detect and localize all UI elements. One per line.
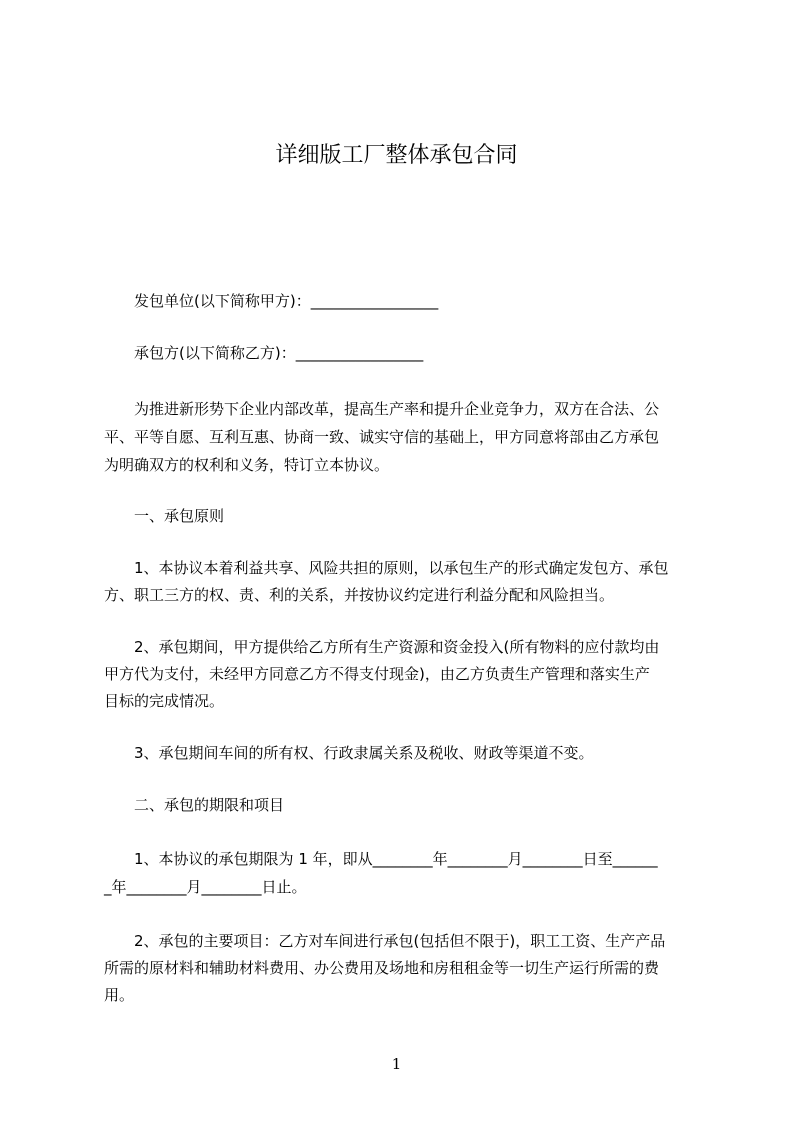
clause-2-1-line-2: _年________月________日止。 <box>104 878 307 896</box>
clause-2-1-line-1: 1、本协议的承包期限为 1 年，即从________年________月________日至______ <box>104 850 658 868</box>
clause-1-3-line-1: 3、承包期间车间的所有权、行政隶属关系及税收、财政等渠道不变。 <box>104 744 594 762</box>
clause-2-2-line-1: 2、承包的主要项目：乙方对车间进行承包(包括但不限于)，职工工资、生产产品 <box>104 932 666 950</box>
party-b-line: 承包方(以下简称乙方)：_________________ <box>104 344 424 362</box>
clause-1-2-line-3: 目标的完成情况。 <box>104 692 225 710</box>
section-heading-2: 二、承包的期限和项目 <box>104 796 285 814</box>
page-number: 1 <box>391 1055 402 1073</box>
party-a-line: 发包单位(以下简称甲方)：_________________ <box>104 292 439 310</box>
clause-2-2-line-3: 用。 <box>104 986 135 1004</box>
clause-1-2-line-1: 2、承包期间，甲方提供给乙方所有生产资源和资金投入(所有物料的应付款均由 <box>104 638 660 656</box>
intro-line-2: 平、平等自愿、互利互惠、协商一致、诚实守信的基础上，甲方同意将部由乙方承包 <box>104 428 660 446</box>
clause-1-1-line-2: 方、职工三方的权、责、利的关系，并按协议约定进行利益分配和风险担当。 <box>104 586 615 604</box>
intro-line-3: 为明确双方的权利和义务，特订立本协议。 <box>104 456 390 474</box>
clause-2-2-line-2: 所需的原材料和辅助材料费用、办公费用及场地和房租租金等一切生产运行所需的费 <box>104 959 660 977</box>
clause-1-2-line-2: 甲方代为支付，未经甲方同意乙方不得支付现金)，由乙方负责生产管理和落实生产 <box>104 665 650 683</box>
section-heading-1: 一、承包原则 <box>104 507 225 525</box>
document-title: 详细版工厂整体承包合同 <box>275 143 518 168</box>
clause-1-1-line-1: 1、本协议本着利益共享、风险共担的原则，以承包生产的形式确定发包方、承包 <box>104 559 669 577</box>
intro-line-1: 为推进新形势下企业内部改革，提高生产率和提升企业竞争力，双方在合法、公 <box>104 400 660 418</box>
